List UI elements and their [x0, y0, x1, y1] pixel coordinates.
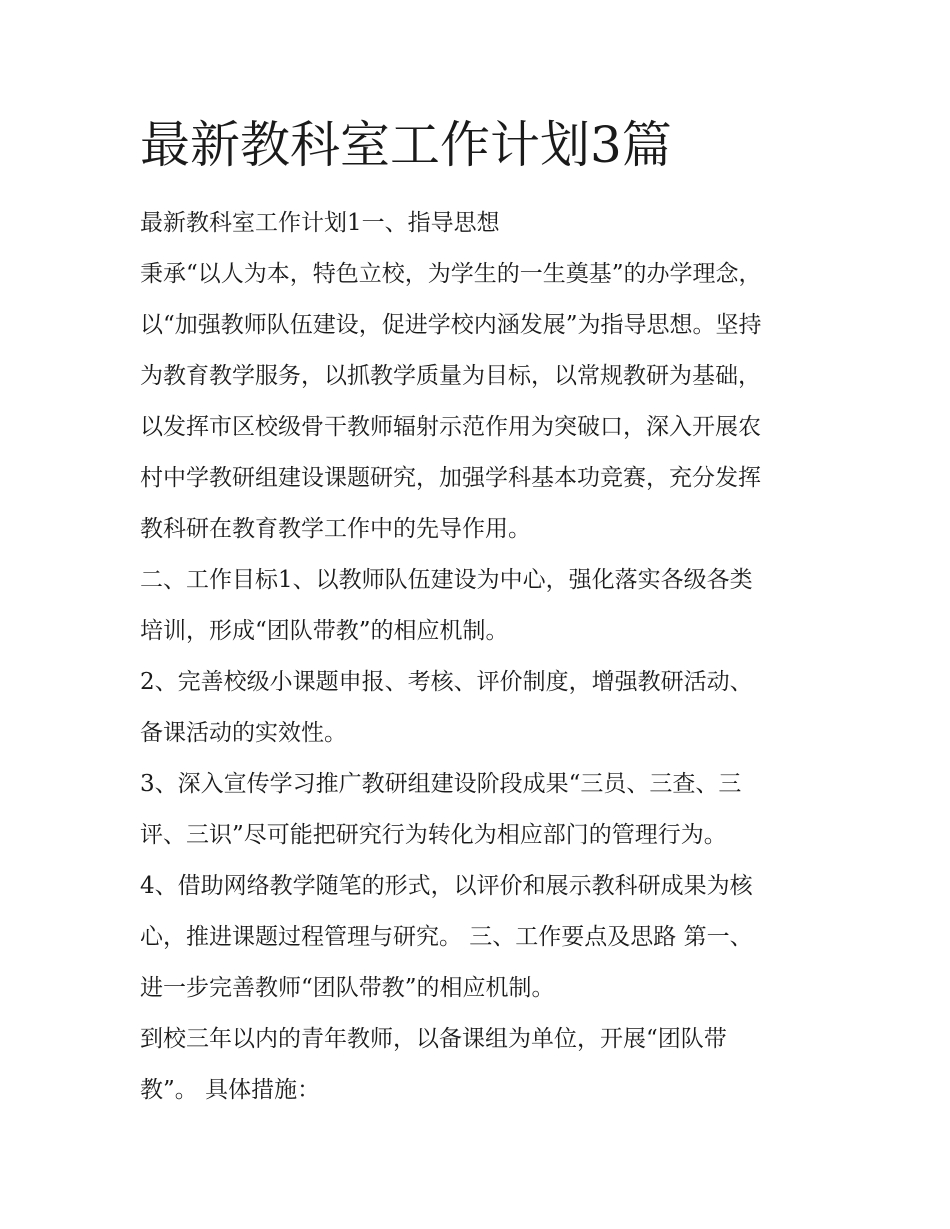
body-line: 进一步完善教师“团队带教”的相应机制。: [140, 975, 555, 1001]
body-line: 教”。 具体措施：: [140, 1077, 321, 1103]
body-line: 二、工作目标1、以教师队伍建设为中心，强化落实各级各类: [140, 567, 753, 593]
body-line: 以“加强教师队伍建设，促进学校内涵发展”为指导思想。坚持: [140, 312, 762, 338]
document-body: [140, 198, 820, 1116]
body-line: 最新教科室工作计划1一、指导思想: [140, 210, 500, 236]
body-line: 备课活动的实效性。: [140, 720, 347, 746]
document-title: 最新教科室工作计划3篇: [140, 116, 672, 174]
body-line: 3、深入宣传学习推广教研组建设阶段成果“三员、三查、三: [140, 771, 742, 797]
body-line: 到校三年以内的青年教师，以备课组为单位，开展“团队带: [140, 1026, 727, 1052]
body-line: 村中学教研组建设课题研究，加强学科基本功竞赛，充分发挥: [140, 465, 761, 491]
body-line: 培训，形成“团队带教”的相应机制。: [140, 618, 509, 644]
body-line: 教科研在教育教学工作中的先导作用。: [140, 516, 531, 542]
body-line: 秉承“以人为本，特色立校，为学生的一生奠基”的办学理念，: [140, 261, 762, 287]
body-line: 以发挥市区校级骨干教师辐射示范作用为突破口，深入开展农: [140, 414, 761, 440]
body-line: 评、三识”尽可能把研究行为转化为相应部门的管理行为。: [140, 822, 727, 848]
body-line: 2、完善校级小课题申报、考核、评价制度，增强教研活动、: [140, 669, 753, 695]
body-line: 4、借助网络教学随笔的形式，以评价和展示教科研成果为核: [140, 873, 753, 899]
body-line: 心，推进课题过程管理与研究。 三、工作要点及思路 第一、: [140, 924, 753, 950]
body-line: 为教育教学服务，以抓教学质量为目标，以常规教研为基础，: [140, 363, 761, 389]
